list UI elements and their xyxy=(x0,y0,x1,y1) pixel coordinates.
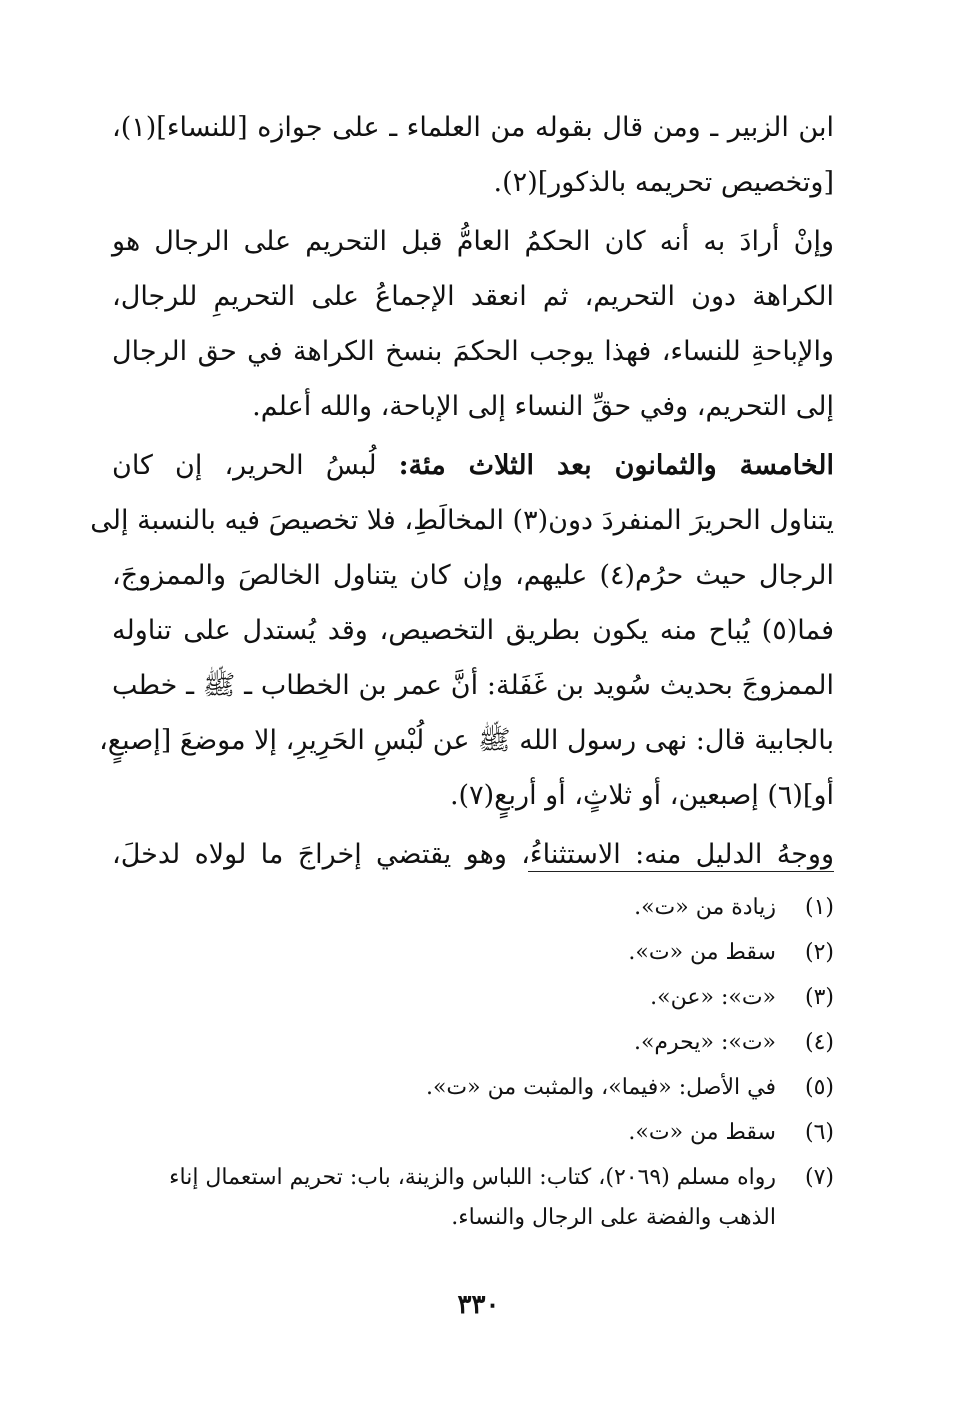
footnote-text: في الأصل: «فيما»، والمثبت من «ت». xyxy=(425,1075,776,1100)
footnote-4 xyxy=(112,1023,834,1063)
text-line-14: ووجهُ الدليل منه: الاستثناءُ، وهو يقتضي إخراجَ ما لولاه لدخلَ، xyxy=(112,839,834,870)
footnote-text: سقط من «ت». xyxy=(628,940,776,965)
main-text xyxy=(90,100,835,882)
footnote-text: «ت»: «عن». xyxy=(650,985,776,1010)
footnote-number: (٧) xyxy=(804,1165,834,1190)
section-heading: الخامسة والثمانون بعد الثلاث مئة: xyxy=(398,450,834,481)
text-line-8: يتناول الحريرَ المنفردَ دون(٣) المخالَطِ، فلا تخصيصَ فيه بالنسبة إلى xyxy=(90,505,834,536)
footnote-number: (٢) xyxy=(804,940,834,965)
footnote-number: (٦) xyxy=(804,1120,834,1145)
footnote-2 xyxy=(112,933,834,973)
footnote-text: سقط من «ت». xyxy=(628,1120,776,1145)
text-line-6: إلى التحريم، وفي حقِّ النساء إلى الإباحة، والله أعلم. xyxy=(252,391,834,422)
section-heading-line xyxy=(112,438,834,493)
page-body xyxy=(90,100,835,882)
text-line-5: والإباحةِ للنساء، فهذا يوجب الحكمَ بنسخ الكراهة في حق الرجال xyxy=(112,336,834,367)
footnote-text: «ت»: «يحرم». xyxy=(633,1030,776,1055)
footnote-3 xyxy=(112,978,834,1018)
footnote-separator xyxy=(528,871,834,872)
text-line-10: فما(٥) يُباح منه يكون بطريق التخصيص، وقد يُستدل على تناوله xyxy=(112,615,834,646)
text-line-4: الكراهة دون التحريم، ثم انعقد الإجماعُ على التحريمِ للرجال، xyxy=(112,281,834,312)
text-line-1: ابن الزبير ـ ومن قال بقوله من العلماء ـ على جوازه [للنساء](١)، xyxy=(112,112,834,143)
footnote-number: (٤) xyxy=(804,1030,834,1055)
footnotes xyxy=(112,888,834,1243)
text-line-3: وإنْ أرادَ به أنه كان الحكمُ العامُّ قبل التحريم على الرجال هو xyxy=(112,226,834,257)
section-heading-continuation: لُبسُ الحرير، إن كان xyxy=(112,450,377,481)
footnote-5 xyxy=(112,1068,834,1108)
footnote-1 xyxy=(112,888,834,928)
footnote-6 xyxy=(112,1113,834,1153)
footnote-number: (٣) xyxy=(804,985,834,1010)
footnote-number: (١) xyxy=(804,895,834,920)
text-line-13: أو](٦) إصبعين، أو ثلاثٍ، أو أربعٍ(٧). xyxy=(449,780,834,811)
text-line-9: الرجال حيث حرُم(٤) عليهم، وإن كان يتناول الخالصَ والممزوجَ، xyxy=(112,560,835,591)
footnote-7 xyxy=(112,1158,834,1238)
text-line-12: بالجابية قال: نهى رسول الله ﷺ عن لُبْسِ الحَرِيرِ، إلا موضعَ [إصبعٍ، xyxy=(99,725,834,756)
footnote-text: زيادة من «ت». xyxy=(634,895,776,920)
text-line-2: [وتخصيص تحريمه بالذكور](٢). xyxy=(493,167,834,198)
footnote-number: (٥) xyxy=(804,1075,834,1100)
footnote-text: رواه مسلم (٢٠٦٩)، كتاب: اللباس والزينة، باب: تحريم استعمال إناء الذهب والفضة على الرجال والنساء. xyxy=(169,1165,776,1230)
page-number: ٣٣٠ xyxy=(457,1290,500,1320)
text-line-11: الممزوجَ بحديث سُويد بن غَفَلة: أنَّ عمر بن الخطاب ـ ﷺ ـ خطب xyxy=(112,670,834,701)
